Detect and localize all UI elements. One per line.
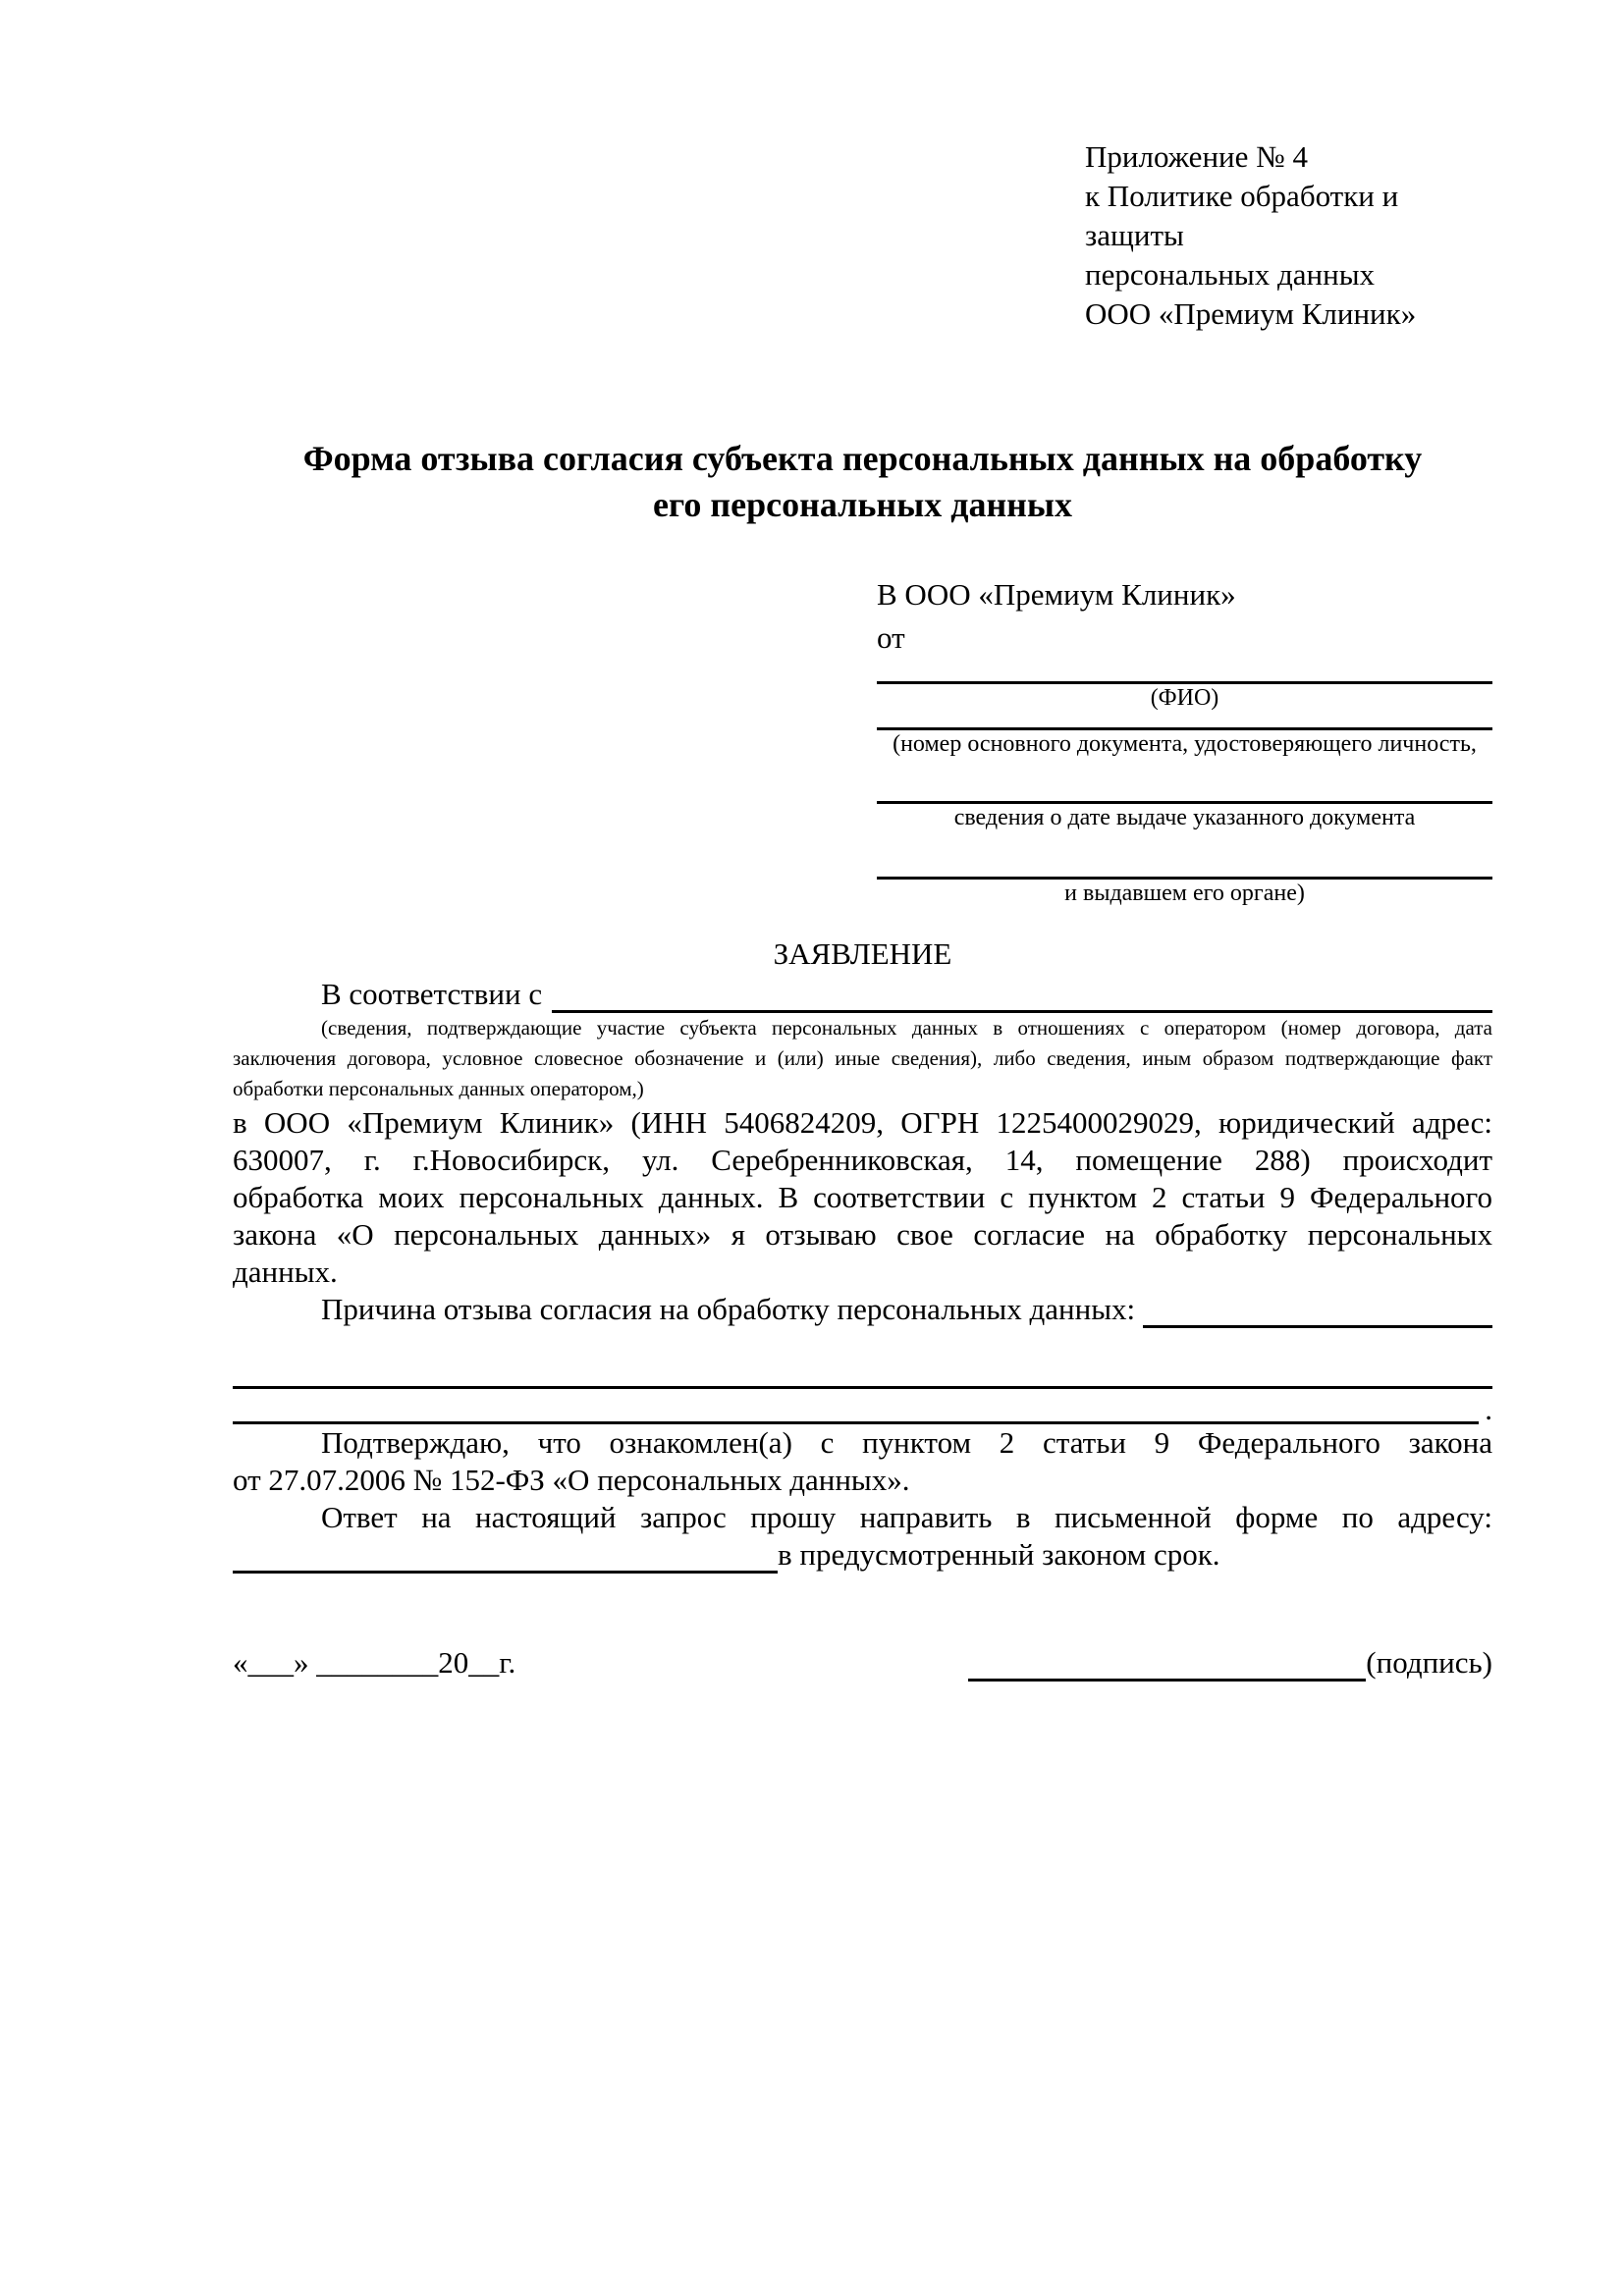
statement-body-line: данных. [233, 1255, 338, 1289]
footnote-line: обработки персональных данных оператором,) [233, 1077, 644, 1100]
footnote [233, 1013, 1492, 1104]
intro-blank[interactable] [552, 977, 1492, 1013]
issuing-authority-field [877, 831, 1492, 907]
header-note [1085, 137, 1492, 334]
fio-blank[interactable] [877, 660, 1492, 684]
signature-field [968, 1644, 1492, 1682]
reason-blank-continuation[interactable] [233, 1388, 1479, 1424]
header-note-line: персональных данных [1085, 257, 1376, 292]
header-note-line: ООО «Премиум Клиник» [1085, 296, 1417, 331]
confirmation-line: от 27.07.2006 № 152-ФЗ «О персональных данных». [233, 1463, 910, 1497]
reason-blank[interactable] [1143, 1292, 1492, 1328]
reason-blank-line [233, 1389, 1492, 1424]
issuing-authority-blank[interactable] [877, 831, 1492, 880]
reason-label: Причина отзыва согласия на обработку персональных данных: [321, 1292, 1136, 1326]
document-number-field [877, 712, 1492, 758]
footnote-line: (сведения, подтверждающие участие субъекта персональных данных в отношениях с оператором (номер договора, дата [321, 1016, 1492, 1040]
footnote-line: заключения договора, условное словесное обозначение и (или) иные сведения), либо сведения, иным образом подтверждающие факт [233, 1046, 1492, 1070]
issue-date-caption: сведения о дате выдаче указанного документа [953, 805, 1416, 830]
statement-body [233, 1104, 1492, 1291]
date-blank[interactable]: «___» ________20__г. [233, 1645, 516, 1680]
fio-caption: (ФИО) [1150, 685, 1219, 711]
blank-line-terminator: . [1485, 1392, 1492, 1426]
confirmation-paragraph [233, 1424, 1492, 1499]
reason-blank-continuation[interactable] [233, 1353, 1492, 1389]
reply-address-blank[interactable] [233, 1539, 778, 1574]
issue-date-field [877, 758, 1492, 831]
signature-blank[interactable] [968, 1649, 1366, 1682]
statement-heading: ЗАЯВЛЕНИЕ [773, 936, 952, 971]
document-content [233, 137, 1492, 1682]
confirmation-line: Подтверждаю, что ознакомлен(а) с пунктом 2 статьи 9 Федерального закона [321, 1425, 1492, 1460]
reply-address-line [233, 1536, 1492, 1574]
signature-caption: (подпись) [1366, 1645, 1492, 1680]
intro-line [233, 974, 1492, 1013]
document-number-blank[interactable] [877, 712, 1492, 730]
reason-blank-line [233, 1354, 1492, 1389]
fio-field [877, 660, 1492, 712]
statement-body-line: закона «О персональных данных» я отзываю свое согласие на обработку персональных [233, 1217, 1492, 1252]
form-title [233, 436, 1492, 528]
document-number-caption: (номер основного документа, удостоверяющего личность, [893, 731, 1477, 757]
reply-suffix: в предусмотренный законом срок. [778, 1537, 1220, 1572]
header-note-line: к Политике обработки и защиты [1085, 179, 1399, 252]
addressee-block [877, 573, 1492, 907]
intro-label: В соответствии с [321, 977, 543, 1011]
statement-body-line: обработка моих персональных данных. В соответствии с пунктом 2 статьи 9 Федерального [233, 1180, 1492, 1214]
reason-line [233, 1291, 1492, 1328]
reply-paragraph [233, 1499, 1492, 1574]
statement-body-line: в ООО «Премиум Клиник» (ИНН 5406824209, ОГРН 1225400029029, юридический адрес: [233, 1105, 1492, 1140]
form-title-line: его персональных данных [652, 485, 1073, 524]
statement-body-line: 630007, г. г.Новосибирск, ул. Серебренниковская, 14, помещение 288) происходит [233, 1143, 1492, 1177]
issue-date-blank[interactable] [877, 758, 1492, 804]
addressee-to: В ООО «Премиум Клиник» [877, 577, 1236, 612]
issuing-authority-caption: и выдавшем его органе) [1064, 881, 1305, 906]
addressee-from-label: от [877, 620, 905, 655]
date-signature-row [233, 1644, 1492, 1682]
header-note-line: Приложение № 4 [1085, 139, 1308, 174]
form-title-line: Форма отзыва согласия субъекта персональных данных на обработку [302, 439, 1423, 478]
reply-line: Ответ на настоящий запрос прошу направить в письменной форме по адресу: [321, 1500, 1492, 1534]
